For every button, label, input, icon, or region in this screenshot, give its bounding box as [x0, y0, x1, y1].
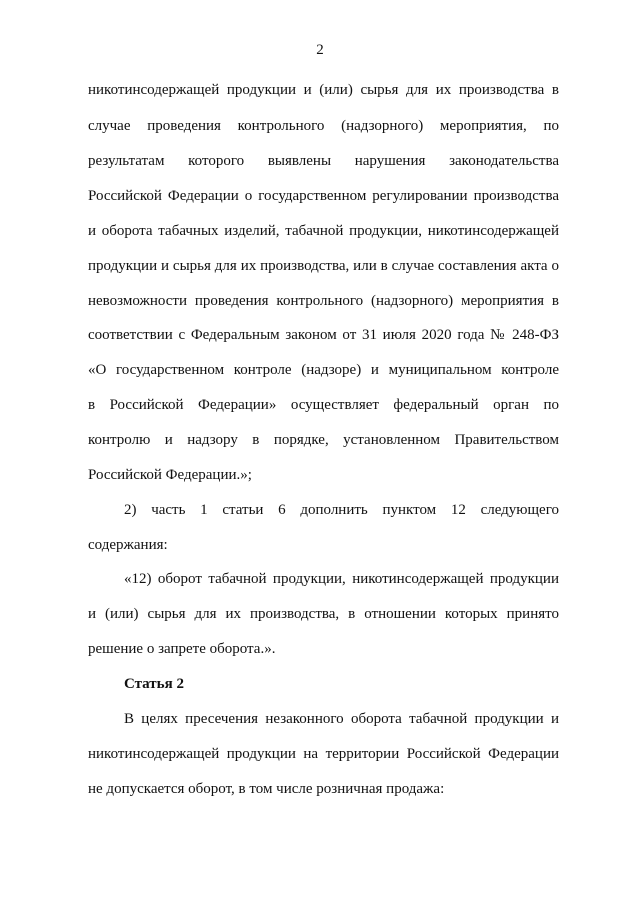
article-heading: Статья 2: [124, 676, 184, 692]
text-line: невозможности проведения контрольного (надзорного) мероприятия в: [88, 293, 559, 309]
page-number: 2: [316, 42, 324, 58]
text-line: случае проведения контрольного (надзорного) мероприятия, по: [88, 118, 559, 134]
text-line: 2) часть 1 статьи 6 дополнить пунктом 12 следующего: [124, 502, 559, 518]
text-line: «О государственном контроле (надзоре) и муниципальном контроле: [88, 362, 559, 378]
text-line: никотинсодержащей продукции и (или) сырья для их производства в: [88, 82, 559, 98]
text-line: продукции и сырья для их производства, или в случае составления акта о: [88, 258, 559, 274]
text-line: в Российской Федерации» осуществляет федеральный орган по: [88, 397, 559, 413]
text-line: не допускается оборот, в том числе розничная продажа:: [88, 781, 445, 797]
text-line: содержания:: [88, 537, 168, 553]
text-line: «12) оборот табачной продукции, никотинсодержащей продукции: [124, 571, 559, 587]
text-line: контролю и надзору в порядке, установленном Правительством: [88, 432, 559, 448]
text-line: решение о запрете оборота.».: [88, 641, 276, 657]
text-line: результатам которого выявлены нарушения законодательства: [88, 153, 559, 169]
text-line: соответствии с Федеральным законом от 31 июля 2020 года № 248-ФЗ: [88, 327, 559, 343]
text-line: и оборота табачных изделий, табачной продукции, никотинсодержащей: [88, 223, 559, 239]
text-line: Российской Федерации о государственном регулировании производства: [88, 188, 559, 204]
text-line: и (или) сырья для их производства, в отношении которых принято: [88, 606, 559, 622]
text-line: никотинсодержащей продукции на территории Российской Федерации: [88, 746, 559, 762]
text-line: В целях пресечения незаконного оборота табачной продукции и: [124, 711, 559, 727]
text-line: Российской Федерации.»;: [88, 467, 252, 483]
